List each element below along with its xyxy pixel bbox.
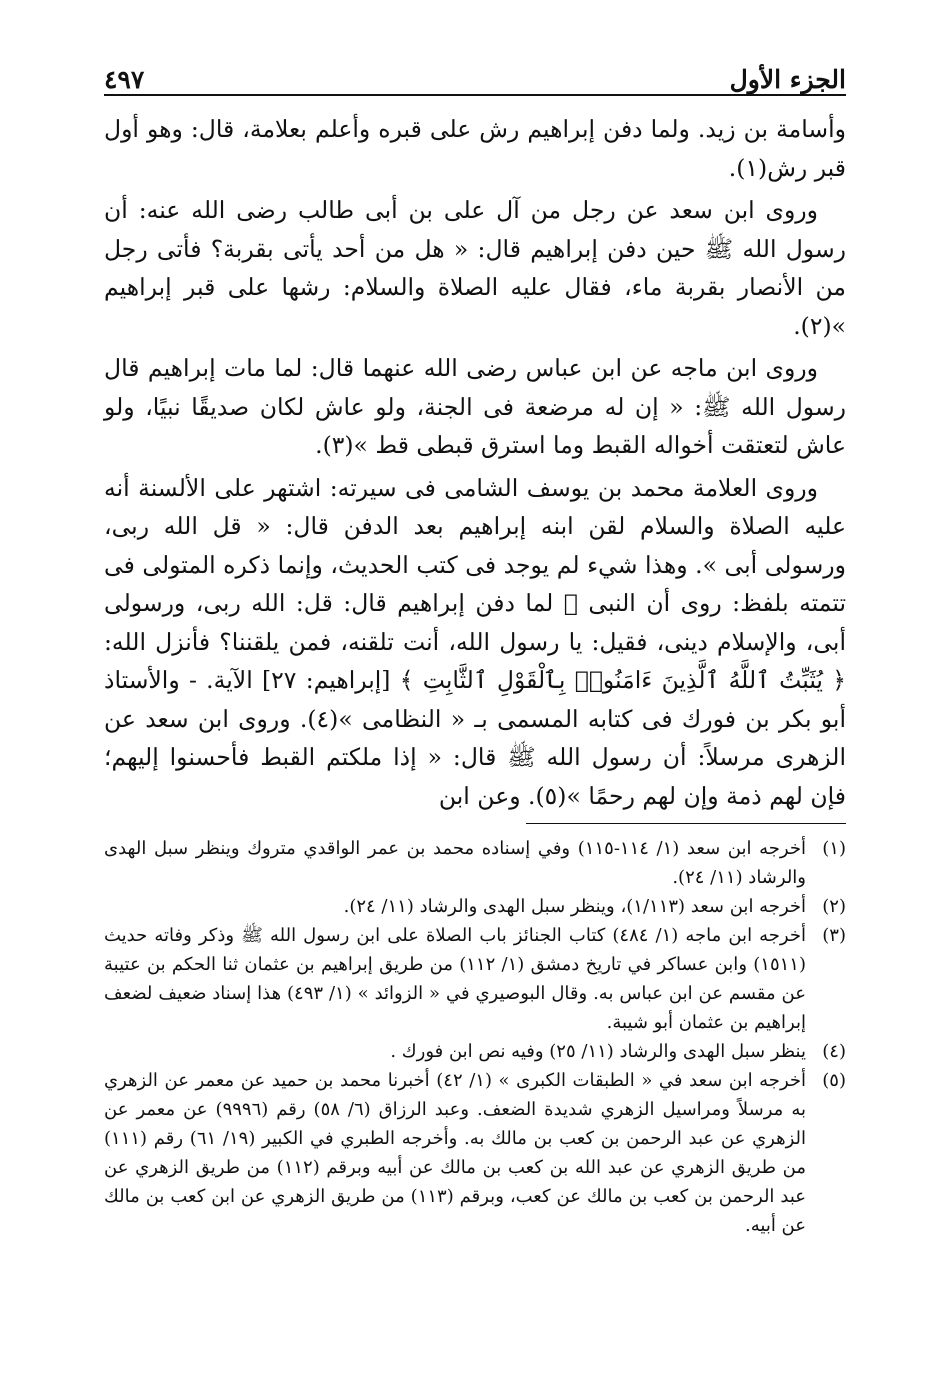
paragraph-4: وروى العلامة محمد بن يوسف الشامى فى سيرته: اشتهر على الألسنة أنه عليه الصلاة والسلام لقن ابنه إبراهيم بعد الدفن قال: « قل الله ربى، ورسولى أبى ». وهذا شيء لم يوجد فى كتب الحديث، وإنما ذكره المتولى فى تتمته بلفظ: روى أن النبى ﷺ لما دفن إبراهيم قال: قل: الله ربى، ورسولى أبى، والإسلام دينى، فقيل: يا رسول الله، أنت تلقنه، فمن يلقننا؟ فأنزل الله: ﴿ يُثَبِّتُ ٱللَّهُ ٱلَّذِينَ ءَامَنُوا۟ بِٱلْقَوْلِ ٱلثَّابِتِ ﴾ [إبراهيم: ٢٧] الآية. - والأستاذ أبو بكر بن فورك فى كتابه المسمى بـ « النظامى »(٤). وروى ابن سعد عن الزهرى مرسلاً: أن رسول الله ﷺ قال: « إذا ملكتم القبط فأحسنوا إليهم؛ فإن لهم ذمة وإن لهم رحمًا »(٥). وعن ابن bbox=[104, 473, 846, 810]
paragraph-1: وأسامة بن زيد. ولما دفن إبراهيم رش على قبره وأعلم بعلامة، قال: وهو أول قبر رش(١). bbox=[104, 115, 846, 182]
footnote-text: أخرجه ابن سعد (١/١١٣)، وينظر سبل الهدى والرشاد (١١/ ٢٤). bbox=[343, 896, 806, 917]
footnote-number: (٤) bbox=[822, 1041, 846, 1062]
footnote-5 bbox=[104, 1066, 846, 1240]
footnote-text: ينظر سبل الهدى والرشاد (١١/ ٢٥) وفيه نص ابن فورك . bbox=[390, 1041, 806, 1062]
footnote-number: (٢) bbox=[822, 896, 846, 917]
footnote-number: (١) bbox=[822, 838, 846, 859]
running-title: الجزء الأول bbox=[729, 65, 846, 94]
footnote-number: (٣) bbox=[822, 925, 846, 946]
footnote-1 bbox=[104, 834, 846, 892]
paragraph-2: وروى ابن سعد عن رجل من آل على بن أبى طالب رضى الله عنه: أن رسول الله ﷺ حين دفن إبراهيم قال: « هل من أحد يأتى بقربة؟ فأتى رجل من الأنصار بقربة ماء، فقال عليه الصلاة والسلام: رشها على قبر إبراهيم »(٢). bbox=[104, 196, 846, 340]
page-number: ٤٩٧ bbox=[104, 65, 145, 94]
footnote-4 bbox=[104, 1037, 846, 1066]
paragraph-3: وروى ابن ماجه عن ابن عباس رضى الله عنهما قال: لما مات إبراهيم قال رسول الله ﷺ: « إن له مرضعة فى الجنة، ولو عاش لكان صديقًا نبيًا، ولو عاش لتعتقت أخواله القبط وما استرق قبطى قط »(٣). bbox=[104, 354, 846, 459]
footnotes bbox=[104, 834, 846, 1240]
footnote-text: أخرجه ابن سعد في « الطبقات الكبرى » (١/ ٤٢) أخبرنا محمد بن حميد عن معمر عن الزهري به مرسلاً ومراسيل الزهري شديدة الضعف. وعبد الرزاق (٦/ ٥٨) رقم (٩٩٩٦) عن معمر عن الزهري عن عبد الرحمن بن كعب بن مالك به. وأخرجه الطبري في الكبير (١٩/ ٦١) رقم (١١١) من طريق الزهري عن عبد الله بن كعب بن مالك عن أبيه وبرقم (١١٢) من طريق الزهري عن عبد الرحمن بن كعب بن مالك عن كعب، وبرقم (١١٣) من طريق الزهري عن ابن كعب بن مالك عن أبيه. bbox=[104, 1070, 806, 1236]
footnote-2 bbox=[104, 892, 846, 921]
footnote-number: (٥) bbox=[822, 1070, 846, 1091]
footnote-text: أخرجه ابن ماجه (١/ ٤٨٤) كتاب الجنائز باب الصلاة على ابن رسول الله ﷺ وذكر وفاته حديث (١٥١١) وابن عساكر في تاريخ دمشق (١/ ١١٢) من طريق إبراهيم بن عثمان ثنا الحكم بن عتيبة عن مقسم عن ابن عباس به. وقال البوصيري في « الزوائد » (١/ ٤٩٣) هذا إسناد ضعيف لضعف إبراهيم بن عثمان أبو شيبة. bbox=[104, 925, 807, 1033]
footnote-divider bbox=[526, 823, 846, 824]
page-header bbox=[104, 48, 846, 96]
footnote-3 bbox=[104, 921, 846, 1037]
main-text bbox=[104, 110, 846, 815]
footnote-text: أخرجه ابن سعد (١/ ١١٤-١١٥) وفي إسناده محمد بن عمر الواقدي متروك وينظر سبل الهدى والرشاد (١١/ ٢٤). bbox=[104, 838, 806, 888]
